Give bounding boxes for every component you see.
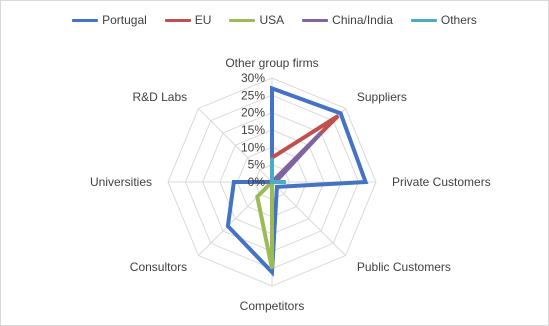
legend-label-usa: USA — [259, 13, 285, 27]
tick-label-0: 0% — [247, 175, 265, 189]
tick-label-30: 30% — [240, 71, 265, 85]
legend-label-china-india: China/India — [332, 13, 393, 27]
legend-label-eu: EU — [194, 13, 212, 27]
tick-label-5: 5% — [247, 157, 265, 172]
tick-label-10: 10% — [240, 140, 265, 155]
category-label-other-group-firms: Other group firms — [225, 56, 319, 70]
category-label-suppliers: Suppliers — [356, 90, 407, 105]
tick-label-15: 15% — [240, 123, 265, 137]
spoke-public-customers — [272, 182, 346, 256]
tick-label-25: 25% — [240, 88, 265, 103]
legend-label-others: Others — [440, 13, 477, 27]
category-label-public-customers: Public Customers — [356, 259, 451, 274]
category-label-universities: Universities — [89, 175, 152, 189]
series-line-usa — [257, 182, 272, 269]
category-label-competitors: Competitors — [239, 299, 305, 313]
category-label-private-customers: Private Customers — [392, 175, 491, 189]
category-label-r-d-labs: R&D Labs — [132, 90, 188, 105]
legend-label-portugal: Portugal — [102, 13, 147, 27]
category-label-consultors: Consultors — [129, 259, 188, 274]
tick-label-20: 20% — [240, 105, 265, 120]
